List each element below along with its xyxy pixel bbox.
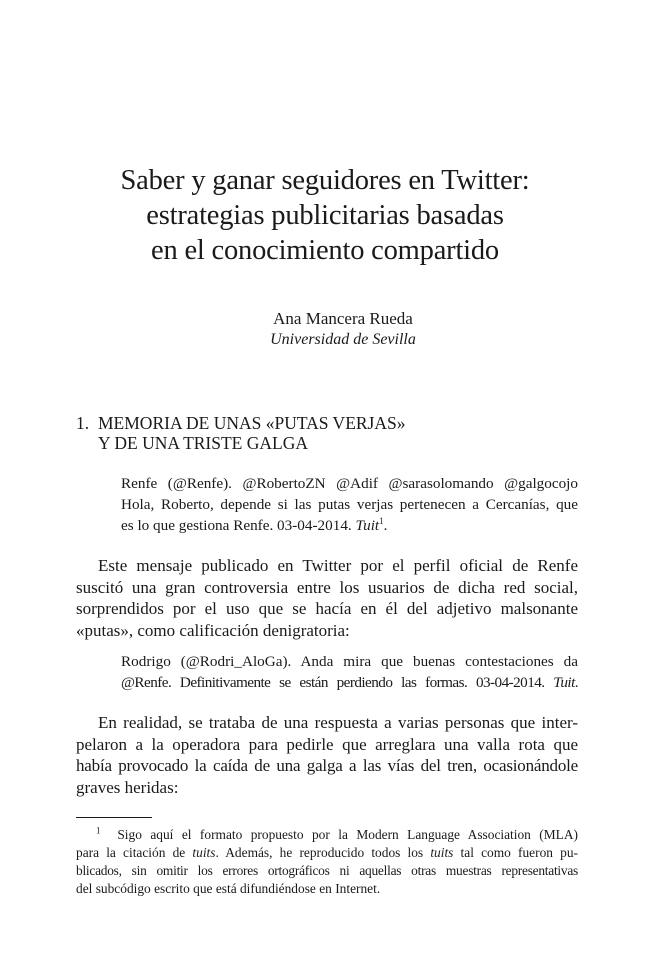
para1-line-3: sorprendidos por el uso que se hacía en él del adjetivo malsonante <box>76 599 578 618</box>
title-line-1: Saber y ganar seguidores en Twitter: <box>120 165 530 196</box>
quote2-line-1: Rodrigo (@Rodri_AloGa). Anda mira que buenas contestaciones da <box>121 653 578 670</box>
quote1-line-3-text: es lo que gestiona Renfe. 03-04-2014. <box>121 517 356 534</box>
title-line-2: estrategias publicitarias basadas <box>146 200 504 231</box>
para1-line-1: Este mensaje publicado en Twitter por el perfil oficial de Renfe <box>98 556 578 575</box>
quote2-line-2 <box>121 672 578 693</box>
author-name: Ana Mancera Rueda <box>273 309 413 328</box>
paragraph-1 <box>76 555 578 641</box>
block-quote-1 <box>121 473 578 536</box>
footnote-line-2-b: . Además, he reproducido todos los <box>215 845 431 860</box>
article-title <box>60 163 590 268</box>
footnote-1 <box>76 826 578 898</box>
footnote-line-2 <box>76 844 578 862</box>
section-title-line-1: MEMORIA DE UNAS «PUTAS VERJAS» <box>98 413 406 433</box>
footnote-reference[interactable]: 1 <box>379 515 384 526</box>
footnote-line-2-a: para la citación de <box>76 845 193 860</box>
footnote-line-4: del subcódigo escrito que está difundiéndose en Internet. <box>76 881 381 896</box>
block-quote-2 <box>121 651 578 693</box>
quote2-tuit-label: Tuit <box>553 674 575 691</box>
footnote-marker: 1 <box>96 825 101 836</box>
footnote-line-2-c: tal como fueron pu- <box>453 845 578 860</box>
para2-line-3: había provocado la caída de una galga a las vías del tren, ocasionándole <box>76 756 578 775</box>
quote2-line-2-end: . <box>574 674 578 691</box>
para1-line-4: «putas», como calificación denigratoria: <box>76 620 350 640</box>
paragraph-2 <box>76 712 578 798</box>
quote1-line-2: Hola, Roberto, depende si las putas verjas pertenecen a Cercanías, que <box>121 496 578 513</box>
footnote-tuits-1: tuits <box>192 845 216 860</box>
para2-line-2: pelaron a la operadora para pedirle que arreglara una valla rota que <box>76 734 578 754</box>
quote1-line-1: Renfe (@Renfe). @RobertoZN @Adif @sarasolomando @galgocojo <box>121 475 578 492</box>
footnote-tuits-2: tuits <box>430 845 454 860</box>
footnote-line-3: blicados, sin omitir los errores ortográficos ni aquellas otras muestras representativas <box>76 863 578 878</box>
section-title-line-2: Y DE UNA TRISTE GALGA <box>98 433 308 453</box>
footnote-line-1-text: Sigo aquí el formato propuesto por la Modern Language Association (MLA) <box>117 827 578 842</box>
para1-line-2: suscitó una gran controversia entre los usuarios de dicha red social, <box>76 577 578 597</box>
para2-line-1: En realidad, se trataba de una respuesta a varias personas que inter- <box>98 713 578 732</box>
footnote-divider <box>76 817 152 818</box>
quote1-line-3-end: . <box>383 517 388 534</box>
quote1-tuit-label: Tuit <box>355 517 380 534</box>
para2-line-4: graves heridas: <box>76 777 179 797</box>
section-number: 1. <box>76 413 90 433</box>
title-line-3: en el conocimiento compartido <box>151 235 499 266</box>
quote1-line-3 <box>121 515 578 536</box>
quote2-line-2-text: @Renfe. Definitivamente se están perdiendo las formas. 03-04-2014. <box>121 674 554 691</box>
author-affiliation: Universidad de Sevilla <box>270 331 416 348</box>
footnote-line-1 <box>76 826 578 844</box>
